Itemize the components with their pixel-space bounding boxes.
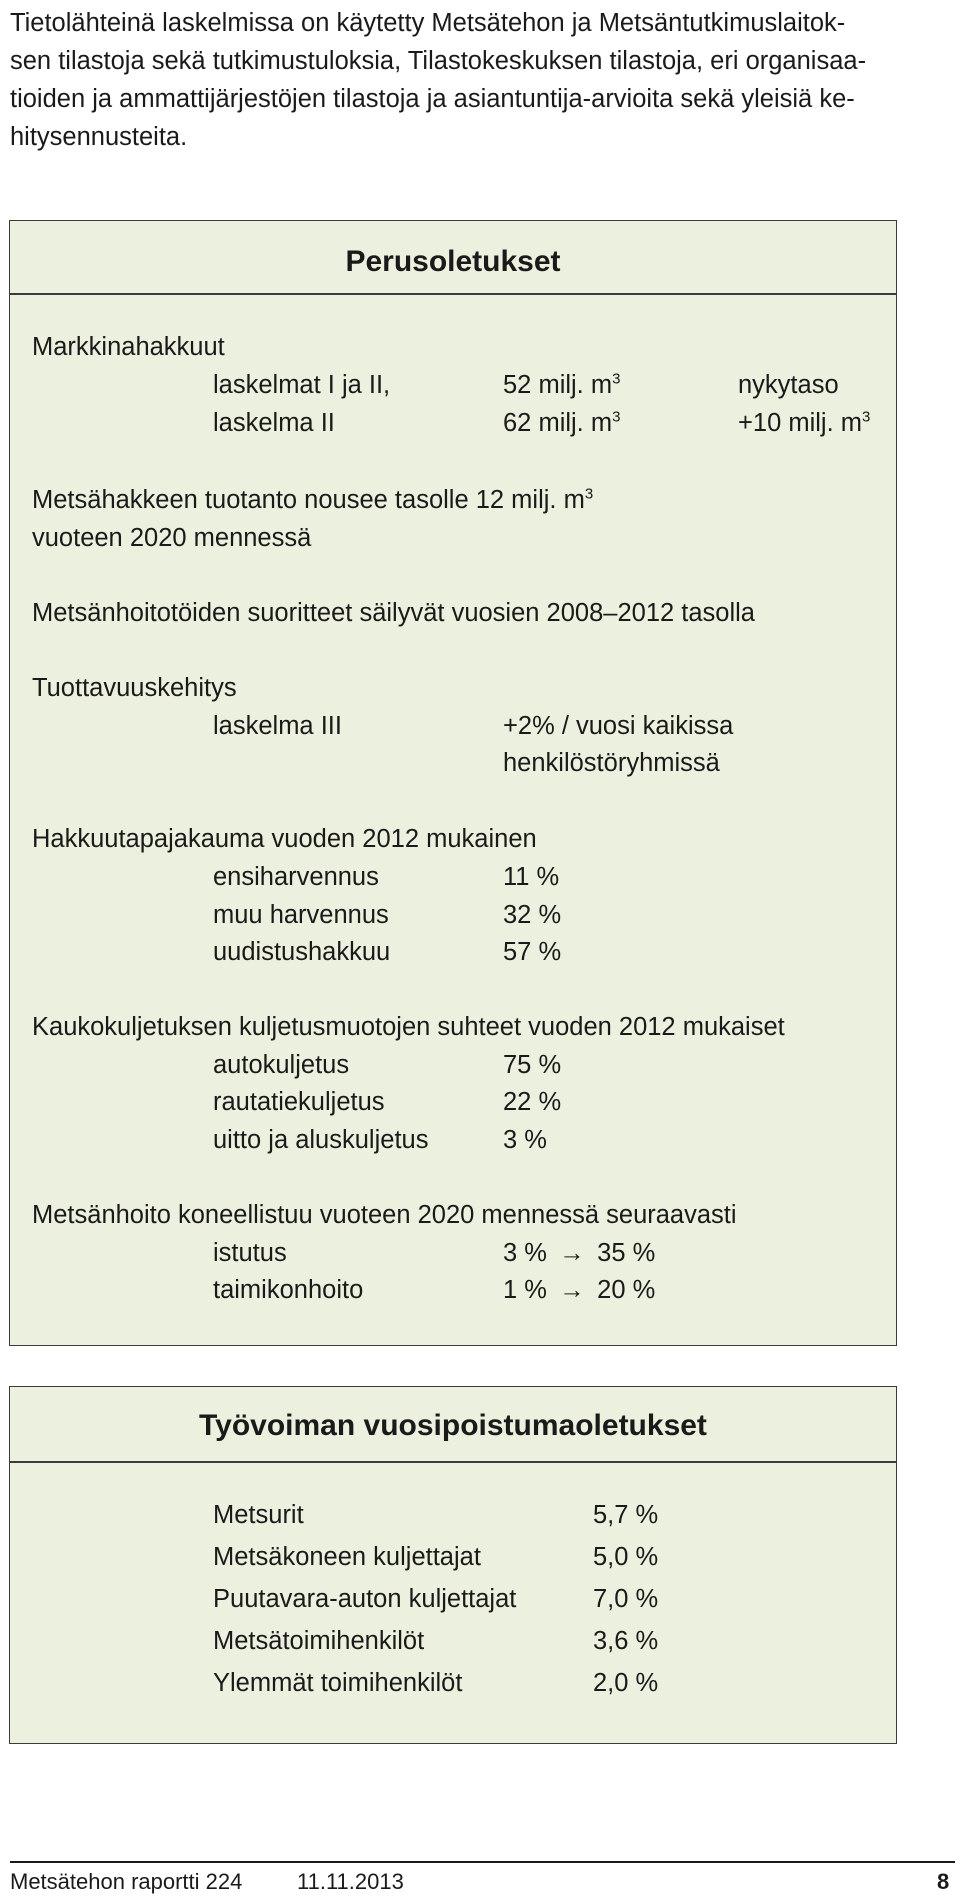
mechanization-row-label: taimikonhoito <box>213 1276 364 1304</box>
workforce-row-label: Metsurit <box>213 1501 304 1529</box>
silviculture-statement: Metsänhoitotöiden suoritteet säilyvät vuosien 2008–2012 tasolla <box>32 599 755 627</box>
market-row-label: laskelma II <box>213 409 335 437</box>
workforce-attrition-title: Työvoiman vuosipoistumaoletukset <box>199 1409 707 1442</box>
transport-row-label: rautatiekuljetus <box>213 1088 385 1116</box>
footer-report-name: Metsätehon raportti 224 <box>10 1869 243 1894</box>
title-divider <box>10 293 896 295</box>
harvest-row-label: ensiharvennus <box>213 863 379 891</box>
chip-production-line: Metsähakkeen tuotanto nousee tasolle 12 milj. $m^3$ <box>32 485 594 514</box>
transport-heading: Kaukokuljetuksen kuljetusmuotojen suhteet vuoden 2012 mukaiset <box>32 1013 785 1041</box>
intro-line: Tietolähteinä laskelmissa on käytetty Metsätehon ja Metsäntutkimuslaitok- <box>10 9 846 37</box>
transport-row-value: 75 % <box>503 1051 562 1079</box>
mechanization-row-change: 3 % → 35 % <box>503 1239 656 1267</box>
footer-divider <box>10 1861 955 1863</box>
market-row-note: nykytaso <box>738 371 839 399</box>
transport-row-label: uitto ja aluskuljetus <box>213 1126 429 1154</box>
workforce-row-label: Puutavara-auton kuljettajat <box>213 1585 517 1613</box>
productivity-label: laskelma III <box>213 712 342 740</box>
harvest-row-label: muu harvennus <box>213 901 389 929</box>
harvest-row-label: uudistushakkuu <box>213 938 391 966</box>
title-divider <box>10 1461 896 1463</box>
workforce-row-label: Ylemmät toimihenkilöt <box>213 1669 463 1697</box>
intro-line: hitysennusteita. <box>10 123 188 151</box>
mechanization-row-label: istutus <box>213 1239 287 1267</box>
transport-row-value: 3 % <box>503 1126 547 1154</box>
mechanization-row-change: 1 % → 20 % <box>503 1276 656 1304</box>
market-row-value: 52 milj. $m^3$ <box>503 370 621 399</box>
workforce-row-value: 3,6 % <box>593 1627 659 1655</box>
workforce-row-label: Metsätoimihenkilöt <box>213 1627 425 1655</box>
arrow-right-icon: → <box>559 1239 585 1267</box>
basic-assumptions-box <box>9 220 897 1346</box>
harvest-row-value: 32 % <box>503 901 562 929</box>
intro-paragraph <box>10 4 950 156</box>
intro-line: tioiden ja ammattijärjestöjen tilastoja ja asiantuntija-arvioita sekä yleisiä ke- <box>10 85 855 113</box>
harvest-heading: Hakkuutapajakauma vuoden 2012 mukainen <box>32 825 537 853</box>
workforce-row-value: 5,7 % <box>593 1501 659 1529</box>
harvest-row-value: 57 % <box>503 938 562 966</box>
arrow-right-icon: → <box>559 1276 585 1304</box>
workforce-row-value: 5,0 % <box>593 1543 659 1571</box>
page-number: 8 <box>937 1869 950 1894</box>
workforce-row-value: 2,0 % <box>593 1669 659 1697</box>
market-row-value: 62 milj. $m^3$ <box>503 408 621 437</box>
mechanization-heading: Metsänhoito koneellistuu vuoteen 2020 mennessä seuraavasti <box>32 1201 737 1229</box>
transport-row-value: 22 % <box>503 1088 562 1116</box>
basic-assumptions-title: Perusoletukset <box>345 245 561 278</box>
workforce-row-value: 7,0 % <box>593 1585 659 1613</box>
market-row-label: laskelmat I ja II, <box>213 371 391 399</box>
productivity-value: +2% / vuosi kaikissa <box>503 712 734 740</box>
workforce-row-label: Metsäkoneen kuljettajat <box>213 1543 481 1571</box>
market-heading: Markkinahakkuut <box>32 333 225 361</box>
workforce-attrition-box <box>9 1386 897 1744</box>
harvest-row-value: 11 % <box>503 863 560 891</box>
transport-row-label: autokuljetus <box>213 1051 350 1079</box>
footer-date: 11.11.2013 <box>297 1869 404 1894</box>
intro-line: sen tilastoja sekä tutkimustuloksia, Tilastokeskuksen tilastoja, eri organisaa- <box>10 47 867 75</box>
market-row-note: +10 milj. $m^3$ <box>738 408 871 437</box>
productivity-value: henkilöstöryhmissä <box>503 749 720 777</box>
chip-production-line: vuoteen 2020 mennessä <box>32 524 312 552</box>
productivity-heading: Tuottavuuskehitys <box>32 674 237 702</box>
